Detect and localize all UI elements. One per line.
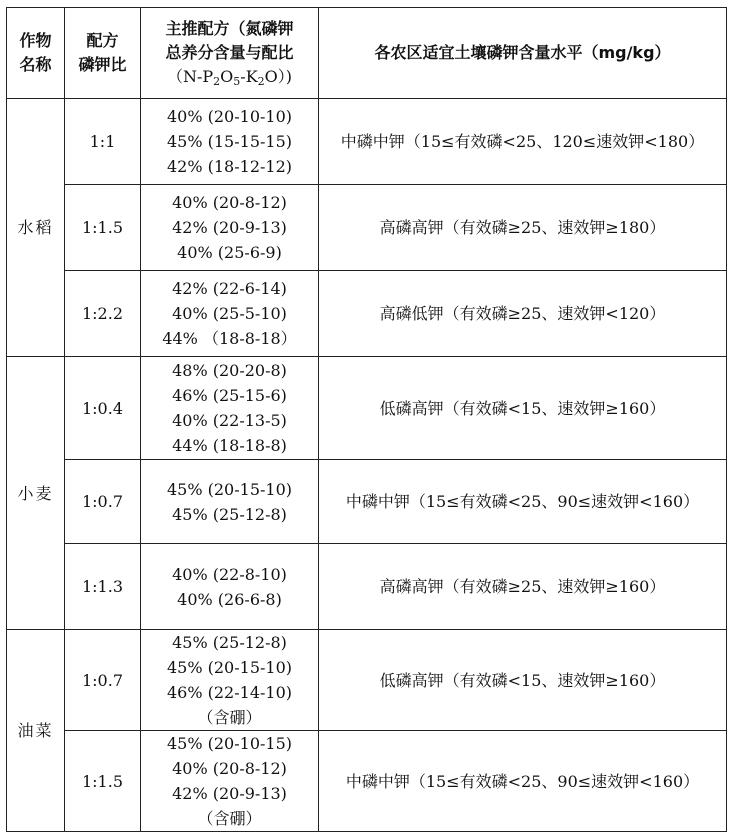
formula-line: 45% (20-10-15) [166,734,293,753]
soil-level-cell: 高磷高钾（有效磷≥25、速效钾≥180） [319,185,727,271]
soil-level-cell: 低磷高钾（有效磷<15、速效钾≥160） [319,357,727,460]
header-formula-line3 [141,65,318,89]
formula-cell [141,460,319,544]
header-crop-line1: 作物 [19,31,52,50]
formula-cell [141,544,319,630]
soil-level-cell: 中磷中钾（15≤有效磷<25、120≤速效钾<180） [319,99,727,185]
crop-cell-rapeseed: 油菜 [7,630,65,832]
formula-cell [141,357,319,460]
table-row [7,357,727,460]
header-formula [141,8,319,99]
ratio-cell: 1:1.5 [65,731,141,832]
ratio-cell: 1:0.7 [65,630,141,731]
formula-line: 40% (20-8-12) [172,193,287,212]
table-row [7,99,727,185]
soil-level-cell: 低磷高钾（有效磷<15、速效钾≥160） [319,630,727,731]
table-row [7,731,727,832]
ratio-cell: 1:1.5 [65,185,141,271]
npk-o1: O [220,67,234,86]
formula-line: 45% (25-12-8) [172,504,287,524]
formula-line: 45% (20-15-10) [166,658,293,677]
formula-cell [141,630,319,731]
formula-line: 40% (20-10-10) [166,107,293,126]
header-crop-line2: 名称 [19,55,52,74]
formula-line: 45% (20-15-10) [166,479,293,499]
formula-cell [141,185,319,271]
header-soil-level: 各农区适宜土壤磷钾含量水平（mg/kg） [319,8,727,99]
table-row [7,630,727,731]
npk-k: -K [240,67,258,86]
ratio-cell: 1:1.3 [65,544,141,630]
formula-line: 40% (25-5-10) [172,304,287,323]
formula-line: 42% (18-12-12) [166,157,293,176]
crop-cell-rice: 水稻 [7,99,65,357]
formula-line: 46% (25-15-6) [172,386,287,405]
formula-line: 40% (22-8-10) [172,564,287,584]
fertilizer-table [6,7,727,832]
formula-line: 44% （18-8-18） [162,329,297,348]
formula-line: 40% (26-6-8) [177,589,282,609]
header-ratio-line2: 磷钾比 [78,55,127,74]
formula-line: 48% (20-20-8) [172,361,287,380]
formula-cell [141,731,319,832]
crop-cell-wheat: 小麦 [7,357,65,630]
formula-line: 42% (20-9-13) [172,784,287,803]
npk-sub-k: 2 [257,75,265,88]
formula-line: 44% (18-18-8) [172,436,287,455]
ratio-cell: 1:0.7 [65,460,141,544]
formula-cell [141,99,319,185]
ratio-cell: 1:2.2 [65,271,141,357]
soil-level-cell: 高磷低钾（有效磷≥25、速效钾<120） [319,271,727,357]
ratio-cell: 1:1 [65,99,141,185]
table-row [7,271,727,357]
formula-line: 40% (20-8-12) [172,759,287,778]
header-crop-name [7,8,65,99]
header-formula-line2: 总养分含量与配比 [165,43,294,62]
npk-prefix: （N-P [166,67,214,86]
soil-level-cell: 中磷中钾（15≤有效磷<25、90≤速效钾<160） [319,460,727,544]
formula-line: 45% (25-12-8) [172,633,287,652]
npk-suffix: O）) [264,67,293,86]
header-ratio [65,8,141,99]
npk-sub-o: 5 [233,75,241,88]
soil-level-cell: 中磷中钾（15≤有效磷<25、90≤速效钾<160） [319,731,727,832]
formula-line: 40% (25-6-9) [177,243,282,262]
formula-line: 42% (22-6-14) [172,279,287,298]
formula-line: 42% (20-9-13) [172,218,287,237]
header-row [7,8,727,99]
formula-line: （含硼） [197,708,262,727]
table-row [7,544,727,630]
formula-cell [141,271,319,357]
table-row [7,460,727,544]
header-formula-line1: 主推配方（氮磷钾 [165,19,294,38]
soil-level-cell: 高磷高钾（有效磷≥25、速效钾≥160） [319,544,727,630]
header-ratio-line1: 配方 [86,31,119,50]
formula-line: （含硼） [197,809,262,828]
formula-line: 40% (22-13-5) [172,411,287,430]
npk-sub-p: 2 [213,75,221,88]
formula-line: 45% (15-15-15) [166,132,293,151]
formula-line: 46% (22-14-10) [166,683,293,702]
ratio-cell: 1:0.4 [65,357,141,460]
table-row [7,185,727,271]
